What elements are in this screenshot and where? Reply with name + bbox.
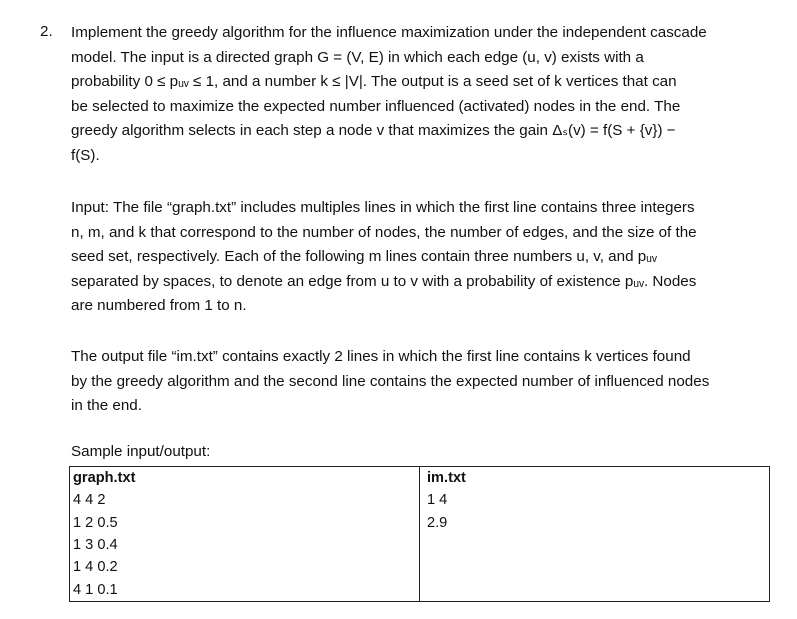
text-line: model. The input is a directed graph G = (V, E) in which each edge (u, v) exists with a <box>71 48 644 66</box>
text-line: by the greedy algorithm and the second line contains the expected number of influenced nodes <box>71 372 710 390</box>
table-row <box>70 578 770 601</box>
text-line: Implement the greedy algorithm for the influence maximization under the independent cascade <box>71 24 707 41</box>
problem-number: 2. <box>40 23 53 40</box>
text-line: separated by spaces, to denote an edge from u to v with a probability of existence pᵤᵥ. Nodes <box>71 272 697 290</box>
graph-txt-line: 4 4 2 <box>70 489 420 511</box>
graph-txt-line: 4 1 0.1 <box>70 578 420 601</box>
text-line: probability 0 ≤ pᵤᵥ ≤ 1, and a number k ≤ |V|. The output is a seed set of k vertices that can <box>71 73 677 91</box>
text-line: seed set, respectively. Each of the following m lines contain three numbers u, v, and pᵤᵥ <box>71 248 657 266</box>
output-description-paragraph <box>71 345 771 419</box>
im-txt-line: 2.9 <box>420 512 770 534</box>
text-line: The output file “im.txt” contains exactly 2 lines in which the first line contains k vertices found <box>71 348 691 365</box>
im-txt-header: im.txt <box>420 467 770 490</box>
input-description-paragraph <box>71 196 771 319</box>
im-txt-line <box>420 578 770 601</box>
graph-txt-line: 1 2 0.5 <box>70 512 420 534</box>
graph-txt-line: 1 4 0.2 <box>70 556 420 578</box>
table-row <box>70 556 770 578</box>
problem-intro-paragraph <box>71 21 771 169</box>
im-txt-line: 1 4 <box>420 489 770 511</box>
text-line: Input: The file “graph.txt” includes multiples lines in which the first line contains three integers <box>71 199 695 216</box>
table-row <box>70 489 770 511</box>
text-line: are numbered from 1 to n. <box>71 297 247 315</box>
graph-txt-header: graph.txt <box>70 467 420 490</box>
text-line: n, m, and k that correspond to the number of nodes, the number of edges, and the size of the <box>71 223 697 241</box>
graph-txt-line: 1 3 0.4 <box>70 534 420 556</box>
im-txt-line <box>420 534 770 556</box>
text-line: in the end. <box>71 397 142 415</box>
table-row <box>70 467 770 490</box>
text-line: greedy algorithm selects in each step a node v that maximizes the gain Δₛ(v) = f(S + {v}) − <box>71 122 676 140</box>
im-txt-line <box>420 556 770 578</box>
sample-io-table <box>69 466 770 602</box>
text-line: f(S). <box>71 146 100 164</box>
sample-io-label: Sample input/output: <box>71 443 211 460</box>
table-row <box>70 534 770 556</box>
text-line: be selected to maximize the expected number influenced (activated) nodes in the end. The <box>71 97 681 115</box>
table-row <box>70 512 770 534</box>
